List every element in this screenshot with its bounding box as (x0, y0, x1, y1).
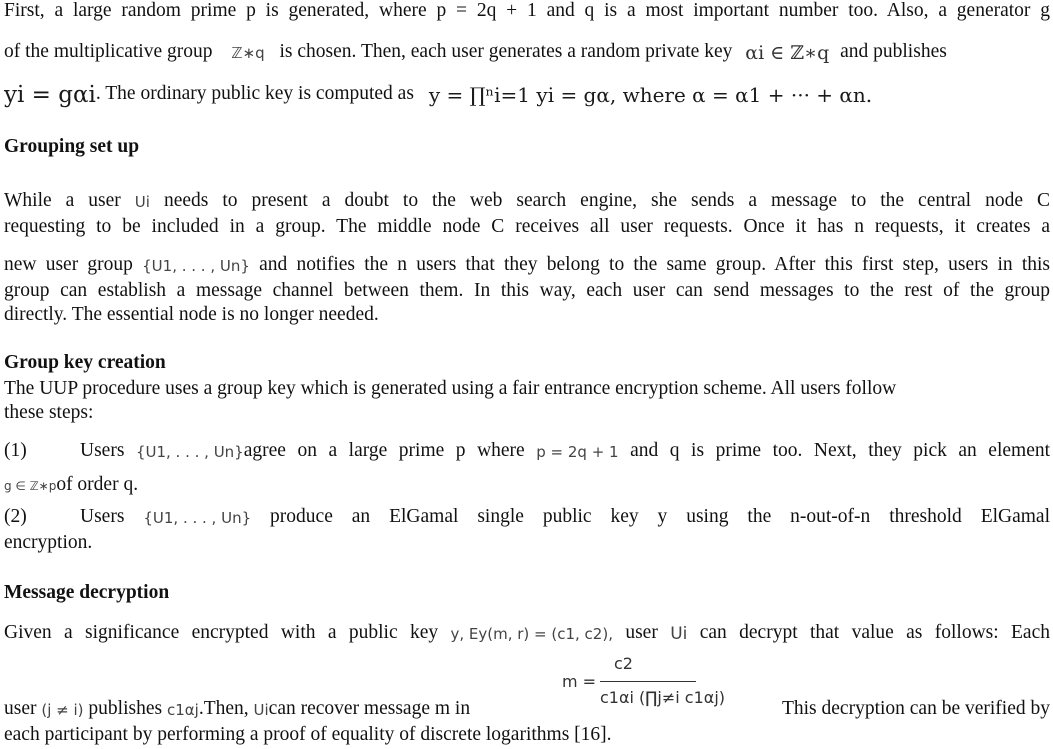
intro-text-2a: of the multiplicative group (4, 41, 213, 62)
grouping-line-1 (4, 190, 1050, 213)
step-2-number: (2) (4, 506, 27, 527)
fraction-bar (600, 681, 696, 682)
fraction-numerator: c2 (614, 654, 633, 673)
grouping-line-4: group can establish a message channel between them. In this way, each user can send messages to the rest of the group (4, 280, 1050, 301)
step-1-group-formula: {U1, . . . , Un} (135, 442, 244, 461)
user-ui-formula-2: Ui (670, 623, 688, 644)
step-1-text-d: of order q. (56, 474, 139, 495)
decrypt-text-2c: .Then, (198, 698, 249, 719)
private-key-formula: αi ∈ ℤ∗q (745, 41, 830, 64)
ciphertext-formula: y, Ey(m, r) = (c1, c2), (450, 624, 613, 643)
grouping-line-3 (4, 254, 1050, 277)
decrypt-text-2d: can recover message m in (268, 698, 471, 719)
grouping-line-2: requesting to be included in a group. The middle node C receives all user requests. Once it has n requests, it creates a (4, 216, 1050, 237)
grouping-text-1a: While a user (4, 190, 121, 211)
heading-grouping: Grouping set up (4, 136, 140, 157)
step-2-text-a: Users (80, 506, 125, 527)
decrypt-text-2a: user (4, 698, 37, 719)
user-group-formula: {U1, . . . , Un} (142, 256, 250, 275)
decrypt-text-2b: publishes (88, 698, 163, 719)
intro-text-2c: and publishes (840, 41, 947, 62)
intro-line-1 (4, 0, 1050, 22)
index-condition-formula: (j ≠ i) (41, 700, 84, 719)
heading-message-decryption: Message decryption (4, 582, 170, 603)
fraction-denominator: c1αi (∏j≠i c1αj) (600, 688, 725, 707)
step-2-line-2: encryption. (4, 532, 93, 553)
groupkey-line-1: The UUP procedure uses a group key which is generated using a fair entrance encryption scheme. All users follow (4, 378, 897, 399)
intro-line-3 (4, 74, 1050, 114)
grouping-text-3a: new user group (4, 254, 133, 275)
grouping-text-1b: needs to present a doubt to the web search engine, she sends a message to the central node C (163, 190, 1050, 211)
step-1-text-c: and q is prime too. Next, they pick an element (630, 440, 1051, 461)
grouping-text-3b: and notifies the n users that they belong to the same group. After this first step, users in this (259, 254, 1050, 275)
intro-text-1: First, a large random prime p is generated, where p = 2q + 1 and q is a most important number too. Also, a generator g (4, 0, 1050, 21)
step-1-line-2 (4, 474, 1050, 497)
group-symbol-formula: ℤ∗q (231, 43, 265, 62)
step-2-text-b: produce an ElGamal single public key y using the n-out-of-n threshold ElGamal (270, 506, 1051, 527)
intro-text-3a: . The ordinary public key is computed as (95, 83, 414, 104)
element-g-formula: g ∈ ℤ∗p (4, 478, 57, 493)
step-1-text-a: Users (80, 440, 125, 461)
decrypt-line-3: each participant by performing a proof of equality of discrete logarithms [16]. (4, 724, 612, 745)
decrypt-text-1c: can decrypt that value as follows: Each (699, 622, 1050, 643)
step-2-group-formula: {U1, . . . , Un} (143, 508, 252, 527)
partial-decryption-formula: c1αj (166, 700, 199, 719)
fraction-lhs: m = (562, 672, 597, 691)
grouping-line-5: directly. The essential node is no longer needed. (4, 304, 379, 325)
intro-line-2 (4, 32, 1050, 72)
prime-relation-formula: p = 2q + 1 (536, 442, 619, 461)
decrypt-text-1b: user (625, 622, 658, 643)
user-ui-formula-3: Ui (253, 700, 269, 719)
step-1-number: (1) (4, 440, 27, 461)
decrypt-line-2-right: This decryption can be verified by (781, 698, 1050, 719)
public-share-formula: yi = gαi (4, 81, 96, 108)
step-1-text-b: agree on a large prime p where (243, 440, 525, 461)
step-2-line-1 (4, 506, 1050, 529)
heading-group-key: Group key creation (4, 352, 166, 373)
user-ui-formula: Ui (134, 192, 150, 211)
public-key-formula: y = ∏ⁿi=1 yi = gα, where α = α1 + ··· + αn. (428, 82, 873, 107)
step-1-line-1 (4, 440, 1050, 463)
intro-text-2b: is chosen. Then, each user generates a random private key (279, 41, 733, 62)
groupkey-line-2: these steps: (4, 402, 94, 423)
decrypt-text-1a: Given a significance encrypted with a public key (4, 622, 439, 643)
decrypt-line-1 (4, 622, 1050, 645)
